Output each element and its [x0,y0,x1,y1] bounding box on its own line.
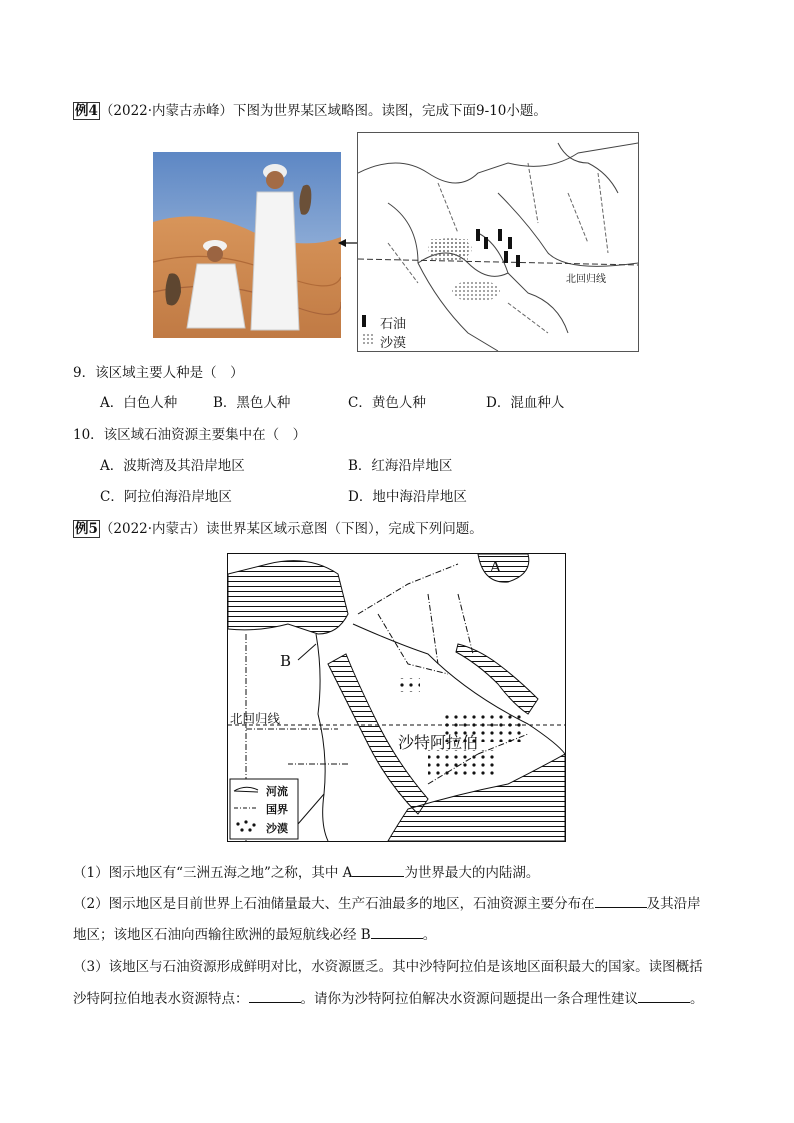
map5-country-label: 沙特阿拉伯 [398,733,479,752]
sub-question-2-line2 [73,925,436,944]
example4-header [73,102,547,120]
example4-tag: 例4 [75,103,98,119]
q10-option-d[interactable]: D．地中海沿岸地区 [348,489,467,505]
sub2-line2-after: 。 [422,927,437,943]
example4-intro: （2022·内蒙古赤峰）下图为世界某区域略图。读图，完成下面9-10小题。 [99,103,547,119]
map5-legend-border: 国界 [266,803,288,816]
q10-stem: 10．该区域石油资源主要集中在（ ） [73,427,307,443]
sub3-answer-blank-2[interactable] [638,989,690,1003]
sub2-line1-before: （2）图示地区是目前世界上石油储量最大、生产石油最多的地区，石油资源主要分布在 [73,896,595,912]
sub-question-1 [73,863,539,882]
sub3-line2-mid: 。请你为沙特阿拉伯解决水资源问题提出一条合理性建议 [300,991,638,1007]
sub-question-3-line1: （3）该地区与石油资源形成鲜明对比，水资源匮乏。其中沙特阿拉伯是该地区面积最大的国家。读图概括 [73,959,703,975]
sub3-line2-after: 。 [690,991,704,1007]
sub-question-3-line2 [73,989,704,1008]
desert-falconers-photo [153,152,341,338]
map4-legend-oil: 石油 [380,317,407,332]
sub-question-2-line1 [73,894,701,913]
map4-legend-desert: 沙漠 [380,336,407,351]
q9-stem: 9．该区域主要人种是（ ） [73,365,244,381]
sub2-line2-before: 地区；该地区石油向西输往欧洲的最短航线必经 B [73,927,371,943]
q9-option-a[interactable]: A．白色人种 [100,395,178,411]
sub1-text-after: 为世界最大的内陆湖。 [404,865,540,881]
arabia-region-map [227,553,566,842]
sub2-line1-after: 及其沿岸 [646,896,701,912]
q10-option-a[interactable]: A．波斯湾及其沿岸地区 [100,458,245,474]
map5-legend-desert: 沙漠 [266,822,288,835]
sub3-line2-before: 沙特阿拉伯地表水资源特点： [73,991,249,1007]
sub2-answer-blank-2[interactable] [371,925,423,939]
middle-east-sketch-map [357,132,639,352]
example5-header [73,520,483,538]
map5-tropic-label: 北回归线 [230,711,281,726]
map5-label-b: B [280,652,292,670]
map5-legend-river: 河流 [266,785,288,798]
q10-option-b[interactable]: B．红海沿岸地区 [348,458,453,474]
sub1-text-before: （1）图示地区有“三洲五海之地”之称，其中 A [73,865,353,881]
map4-tropic-label: 北回归线 [566,274,606,285]
sub3-answer-blank-1[interactable] [249,989,301,1003]
sub2-answer-blank-1[interactable] [595,894,647,908]
example5-intro: （2022·内蒙古）读世界某区域示意图（下图），完成下列问题。 [99,521,483,537]
q9-option-d[interactable]: D．混血种人 [486,395,565,411]
sub1-answer-blank[interactable] [352,863,404,877]
q9-option-c[interactable]: C．黄色人种 [348,395,426,411]
q9-option-b[interactable]: B．黑色人种 [213,395,291,411]
q10-option-c[interactable]: C．阿拉伯海沿岸地区 [100,489,232,505]
map5-label-a: A [490,558,501,576]
example5-tag: 例5 [75,521,98,537]
